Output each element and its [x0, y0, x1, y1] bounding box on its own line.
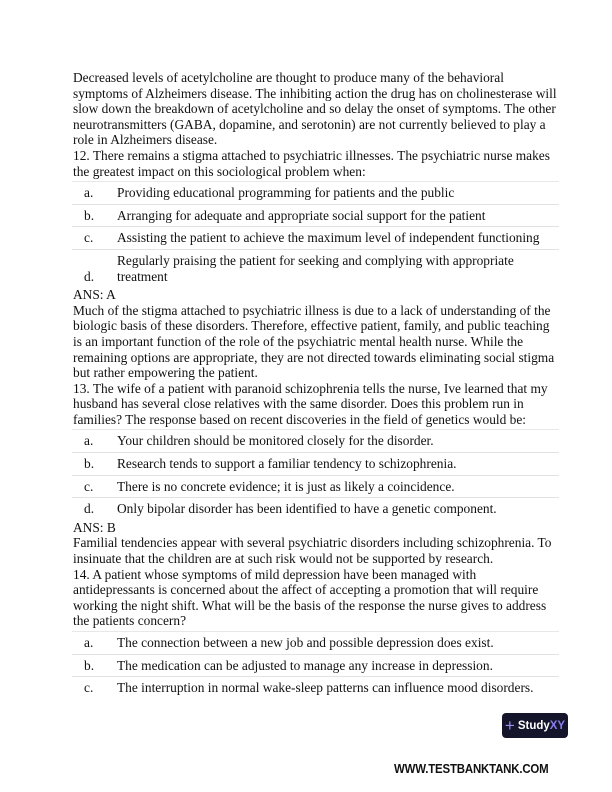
- option-row: [72, 497, 559, 520]
- option-row: [72, 452, 559, 475]
- answer-key: ANS: A: [73, 287, 116, 303]
- option-text: The medication can be adjusted to manage any increase in depression.: [117, 657, 493, 673]
- option-letter: c.: [84, 230, 94, 246]
- plus-icon: +: [504, 716, 515, 735]
- question-stem: 12. There remains a stigma attached to psychiatric illnesses. The psychiatric nurse makes the greatest impact on this sociological problem when:: [73, 147, 550, 179]
- option-row: [72, 429, 559, 452]
- option-letter: c.: [84, 478, 94, 494]
- option-text: Research tends to support a familiar tendency to schizophrenia.: [117, 456, 457, 472]
- option-letter: d.: [84, 501, 95, 517]
- option-row: [72, 475, 559, 498]
- option-text: Your children should be monitored closely for the disorder.: [117, 433, 434, 449]
- option-text: The connection between a new job and possible depression does exist.: [117, 635, 494, 650]
- question-stem: 14. A patient whose symptoms of mild depression have been managed with antidepressants is concerned about the affect of accepting a promotion that will require working the night shift. What will be the basis of the response the nurse gives to address the patients concern?: [73, 566, 547, 629]
- option-text: Regularly praising the patient for seeking and complying with appropriate treatment: [117, 252, 514, 284]
- option-letter: b.: [84, 657, 95, 673]
- option-letter: d.: [84, 268, 95, 284]
- option-text: Assisting the patient to achieve the maximum level of independent functioning: [117, 230, 540, 246]
- question-stem: 13. The wife of a patient with paranoid schizophrenia tells the nurse, Ive learned that my husband has several close relatives with the same disorder. Does this problem run in families? The response based on recent discoveries in the field of genetics would be:: [73, 380, 548, 427]
- option-text: There is no concrete evidence; it is just as likely a coincidence.: [117, 478, 455, 494]
- option-row: [72, 676, 559, 699]
- option-text: Arranging for adequate and appropriate social support for the patient: [117, 207, 486, 223]
- option-row: [72, 226, 559, 249]
- studyxy-logo[interactable]: [502, 713, 568, 738]
- option-letter: c.: [84, 680, 94, 696]
- option-row: [72, 181, 559, 204]
- answer-options: [72, 181, 559, 287]
- option-text: Providing educational programming for patients and the public: [117, 185, 455, 201]
- option-row: [72, 204, 559, 227]
- option-row: [72, 654, 559, 677]
- footer-url[interactable]: WWW.TESTBANKTANK.COM: [394, 761, 549, 776]
- option-letter: b.: [84, 456, 95, 472]
- option-letter: a.: [84, 185, 94, 201]
- logo-text: StudyXY: [517, 719, 566, 732]
- rationale-paragraph: Decreased levels of acetylcholine are thought to produce many of the behavioral symptoms of Alzheimers disease. The inhibiting action the drug has on cholinesterase will slow down the breakdown of acetylcholine and so delay the onset of symptoms. The other neurotransmitters (GABA, dopamine, and serotonin) are not currently believed to play a role in Alzheimers disease.: [73, 70, 557, 148]
- option-text: The interruption in normal wake-sleep patterns can influence mood disorders.: [117, 680, 534, 696]
- answer-key: ANS: B: [73, 519, 116, 535]
- document-body: [73, 70, 559, 699]
- option-row: [72, 631, 559, 654]
- option-letter: a.: [84, 635, 94, 650]
- answer-options: [72, 631, 559, 699]
- option-row: [72, 249, 559, 287]
- option-letter: a.: [84, 433, 94, 449]
- answer-options: [72, 429, 559, 519]
- option-text: Only bipolar disorder has been identified to have a genetic component.: [117, 501, 497, 517]
- option-letter: b.: [84, 207, 95, 223]
- rationale-paragraph: Much of the stigma attached to psychiatric illness is due to a lack of understanding of the biologic basis of these disorders. Therefore, effective patient, family, and public teaching is an important function of the role of the psychiatric mental health nurse. While the remaining options are appropriate, they are not directed towards eliminating social stigma but rather empowering the patient.: [73, 302, 555, 381]
- rationale-paragraph: Familial tendencies appear with several psychiatric disorders including schizophrenia. To insinuate that the children are at such risk would not be supported by research.: [73, 535, 552, 567]
